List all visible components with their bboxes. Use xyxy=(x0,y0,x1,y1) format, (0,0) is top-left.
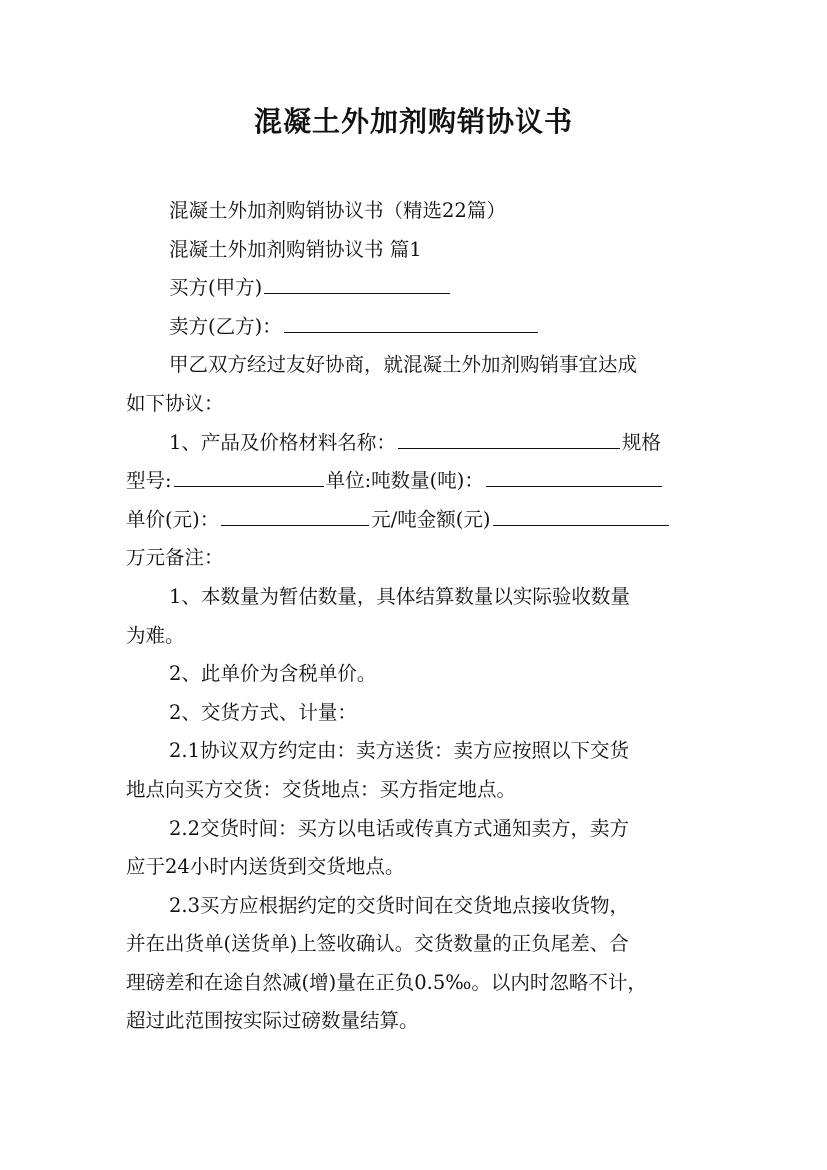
buyer-label: 买方(甲方) xyxy=(169,276,263,300)
item1-line xyxy=(126,424,716,463)
intro-line: 甲乙双方经过友好协商，就混凝土外加剂购销事宜达成 xyxy=(169,353,638,377)
buyer-line xyxy=(126,269,716,308)
item1-line: 万元备注： xyxy=(126,546,224,570)
item1-line xyxy=(126,501,716,540)
note1-paragraph xyxy=(126,578,716,655)
document-body xyxy=(126,192,716,1041)
spec-label: 规格 xyxy=(621,430,661,454)
intro-paragraph xyxy=(126,346,716,423)
model-blank xyxy=(174,464,324,487)
seller-label: 卖方(乙方)： xyxy=(169,314,282,338)
unit-label: 单位:吨数量(吨)： xyxy=(325,469,484,493)
amount-label: 元/吨金额(元) xyxy=(371,507,491,531)
quantity-blank xyxy=(486,464,662,487)
item1-label: 1、产品及价格材料名称： xyxy=(169,430,396,454)
subtitle: 混凝土外加剂购销协议书（精选22篇） xyxy=(169,199,506,222)
model-label: 型号: xyxy=(126,469,172,493)
clause21-paragraph xyxy=(126,732,716,809)
clause23-line: 超过此范围按实际过磅数量结算。 xyxy=(126,1009,419,1033)
intro-line: 如下协议： xyxy=(126,391,224,415)
price-blank xyxy=(221,503,369,526)
note1-line: 1、本数量为暂估数量，具体结算数量以实际验收数量 xyxy=(169,584,630,608)
document-title: 混凝土外加剂购销协议书 xyxy=(253,105,573,138)
clause22-line: 2.2交货时间：买方以电话或传真方式通知卖方，卖方 xyxy=(169,816,630,840)
amount-blank xyxy=(493,503,669,526)
note1-line: 为难。 xyxy=(126,623,185,647)
section-heading: 混凝土外加剂购销协议书 篇1 xyxy=(169,237,422,261)
clause21-line: 2.1协议双方约定由：卖方送货：卖方应按照以下交货 xyxy=(169,739,630,763)
buyer-blank xyxy=(264,271,450,294)
seller-blank xyxy=(284,310,538,333)
item1-paragraph xyxy=(126,424,716,578)
clause22-line: 应于24小时内送货到交货地点。 xyxy=(126,855,405,879)
clause23-line: 并在出货单(送货单)上签收确认。交货数量的正负尾差、合 xyxy=(126,932,629,956)
seller-line xyxy=(126,308,716,347)
item1-line xyxy=(126,462,716,501)
clause23-line: 理磅差和在途自然减(增)量在正负0.5‰。以内时忽略不计， xyxy=(126,970,647,994)
clause22-paragraph xyxy=(126,810,716,887)
clause23-paragraph xyxy=(126,887,716,1041)
item2-heading: 2、交货方式、计量： xyxy=(169,700,357,724)
material-name-blank xyxy=(398,426,620,449)
clause23-line: 2.3买方应根据约定的交货时间在交货地点接收货物， xyxy=(169,893,630,917)
clause21-line: 地点向买方交货：交货地点：买方指定地点。 xyxy=(126,777,517,801)
price-label: 单价(元)： xyxy=(126,507,220,531)
note2-paragraph: 2、此单价为含税单价。 xyxy=(169,662,377,686)
